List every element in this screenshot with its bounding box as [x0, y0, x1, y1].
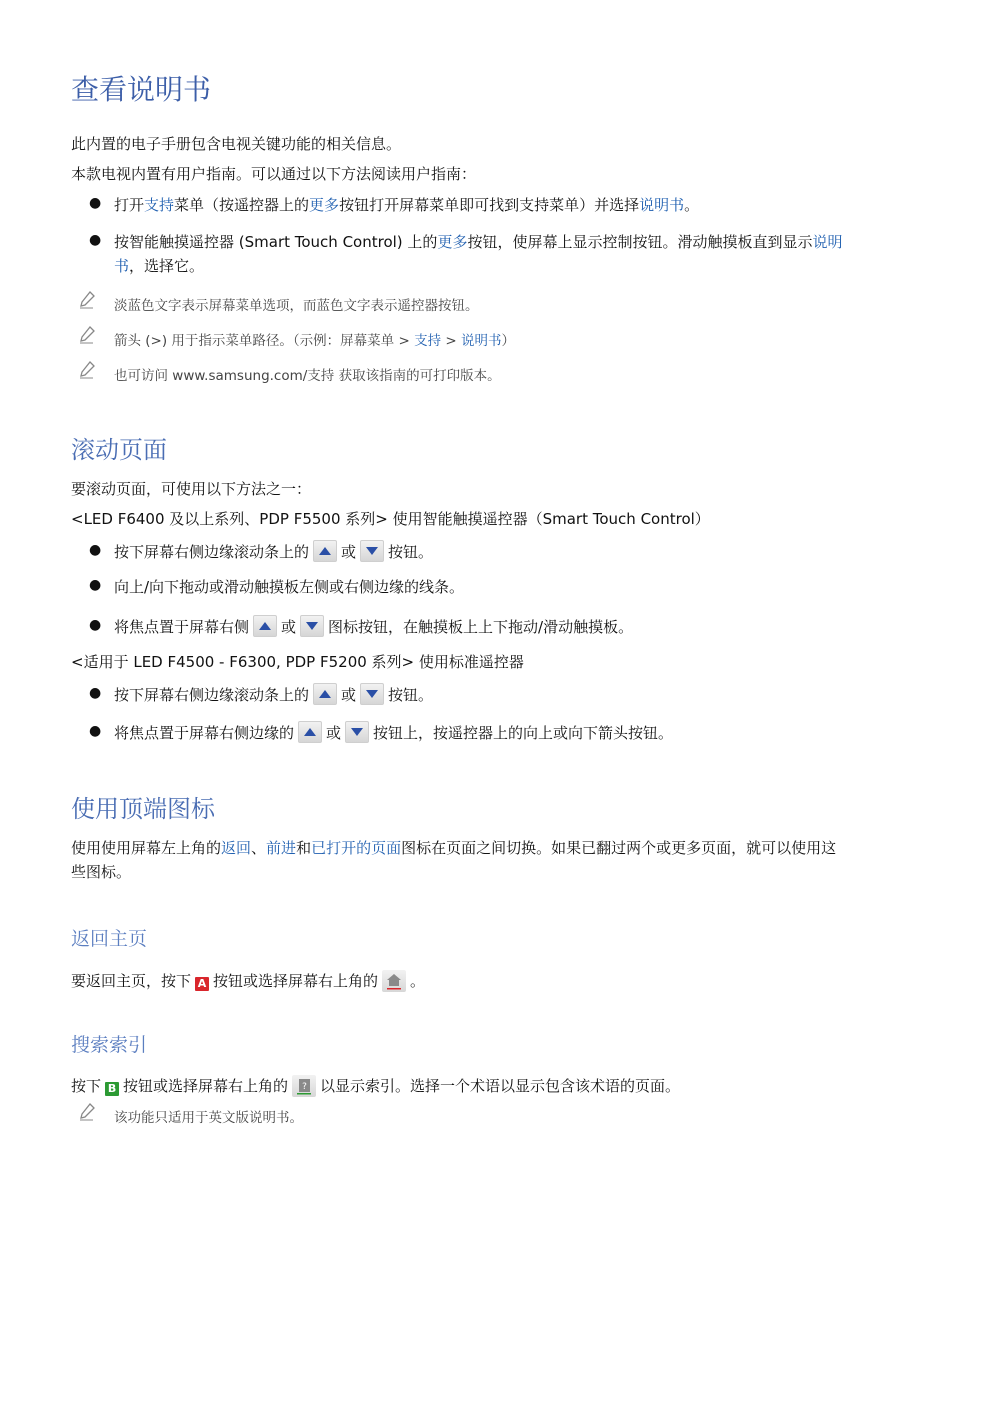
subsection-heading-index: 搜索索引 — [71, 1034, 148, 1056]
bullet-text: 将焦点置于屏幕右侧 或 图标按钮，在触摸板上上下拖动/滑动触摸板。 — [114, 615, 633, 639]
manual-link[interactable]: 说明书 — [460, 333, 502, 349]
index-paragraph: 按下 B 按钮或选择屏幕右上角的 ? 以显示索引。选择一个术语以显示包含该术语的页面。 — [71, 1077, 681, 1095]
index-note — [71, 1103, 931, 1127]
bullet: ● — [89, 723, 102, 739]
bullet: ● — [89, 195, 102, 211]
scroll-bullet-5 — [71, 721, 931, 747]
scroll-bullet-3 — [71, 615, 931, 641]
opened-pages-link[interactable]: 已打开的页面 — [311, 839, 402, 857]
manual-link[interactable]: 说明 — [812, 233, 843, 251]
note-text: 箭头 (>) 用于指示菜单路径。（示例：屏幕菜单 > 支持 > 说明书） — [114, 333, 515, 349]
bullet: ● — [89, 232, 102, 248]
home-paragraph: 要返回主页，按下 A 按钮或选择屏幕右上角的 。 — [71, 972, 426, 990]
bullet-text: 向上/向下拖动或滑动触摸板左侧或右侧边缘的线条。 — [114, 578, 465, 596]
method-text: 打开支持菜单（按遥控器上的更多按钮打开屏幕菜单即可找到支持菜单）并选择说明书。 — [114, 196, 700, 214]
bullet-text: 按下屏幕右侧边缘滚动条上的 或 按钮。 — [114, 540, 433, 564]
up-arrow-icon — [313, 683, 337, 705]
svg-text:?: ? — [302, 1082, 307, 1092]
method-text-cont: 书，选择它。 — [114, 257, 205, 275]
method-item-1 — [71, 193, 931, 217]
note-text: 该功能只适用于英文版说明书。 — [114, 1110, 303, 1126]
bullet: ● — [89, 617, 102, 633]
note-2 — [71, 326, 931, 350]
bullet: ● — [89, 542, 102, 558]
section-heading-top-icons: 使用顶端图标 — [71, 795, 215, 823]
top-icons-paragraph-cont: 些图标。 — [71, 863, 132, 881]
method-text: 按智能触摸遥控器 (Smart Touch Control) 上的更多按钮，使屏幕上显示控制按钮。滑动触摸板直到显示说明 — [114, 233, 843, 251]
scroll-subheading-1: <LED F6400 及以上系列、PDP F5500 系列> 使用智能触摸遥控器（Smart Touch Control） — [71, 510, 710, 528]
back-link[interactable]: 返回 — [221, 839, 252, 857]
key-b-badge: B — [105, 1082, 119, 1096]
note-text: 淡蓝色文字表示屏幕菜单选项，而蓝色文字表示遥控器按钮。 — [114, 298, 479, 314]
top-icons-paragraph: 使用使用屏幕左上角的返回、前进和已打开的页面图标在页面之间切换。如果已翻过两个或更多页面，就可以使用这 — [71, 839, 837, 857]
down-arrow-icon — [360, 540, 384, 562]
pencil-icon — [79, 361, 95, 379]
bullet: ● — [89, 577, 102, 593]
manual-link-cont[interactable]: 书 — [114, 257, 130, 275]
scroll-bullet-1 — [71, 540, 931, 566]
more-link[interactable]: 更多 — [309, 196, 340, 214]
down-arrow-icon — [360, 683, 384, 705]
bullet-text: 将焦点置于屏幕右侧边缘的 或 按钮上，按遥控器上的向上或向下箭头按钮。 — [114, 721, 673, 745]
method-item-2 — [71, 230, 931, 278]
subsection-heading-home: 返回主页 — [71, 928, 148, 950]
pencil-icon — [79, 326, 95, 344]
more-link[interactable]: 更多 — [437, 233, 468, 251]
scroll-bullet-2 — [71, 575, 931, 599]
scroll-bullet-4 — [71, 683, 931, 709]
up-arrow-icon — [313, 540, 337, 562]
home-icon — [382, 970, 406, 992]
note-1 — [71, 291, 931, 315]
forward-link[interactable]: 前进 — [266, 839, 297, 857]
scroll-intro: 要滚动页面，可使用以下方法之一： — [71, 480, 312, 498]
intro-line-2: 本款电视内置有用户指南。可以通过以下方法阅读用户指南： — [71, 165, 477, 183]
scroll-subheading-2: <适用于 LED F4500 - F6300, PDP F5200 系列> 使用标准遥控器 — [71, 653, 524, 671]
key-a-badge: A — [195, 977, 209, 991]
note-text: 也可访问 www.samsung.com/支持 获取该指南的可打印版本。 — [114, 368, 501, 384]
index-icon — [292, 1075, 316, 1097]
pencil-icon — [79, 291, 95, 309]
intro-line-1: 此内置的电子手册包含电视关键功能的相关信息。 — [71, 135, 402, 153]
bullet: ● — [89, 685, 102, 701]
support-link[interactable]: 支持 — [144, 196, 175, 214]
bullet-text: 按下屏幕右侧边缘滚动条上的 或 按钮。 — [114, 683, 433, 707]
manual-link[interactable]: 说明书 — [639, 196, 685, 214]
support-link[interactable]: 支持 — [414, 333, 442, 349]
up-arrow-icon — [253, 615, 277, 637]
note-3 — [71, 361, 931, 385]
pencil-icon — [79, 1103, 95, 1121]
section-heading-scroll: 滚动页面 — [71, 436, 167, 464]
up-arrow-icon — [298, 721, 322, 743]
page-title: 查看说明书 — [71, 73, 212, 106]
down-arrow-icon — [345, 721, 369, 743]
down-arrow-icon — [300, 615, 324, 637]
